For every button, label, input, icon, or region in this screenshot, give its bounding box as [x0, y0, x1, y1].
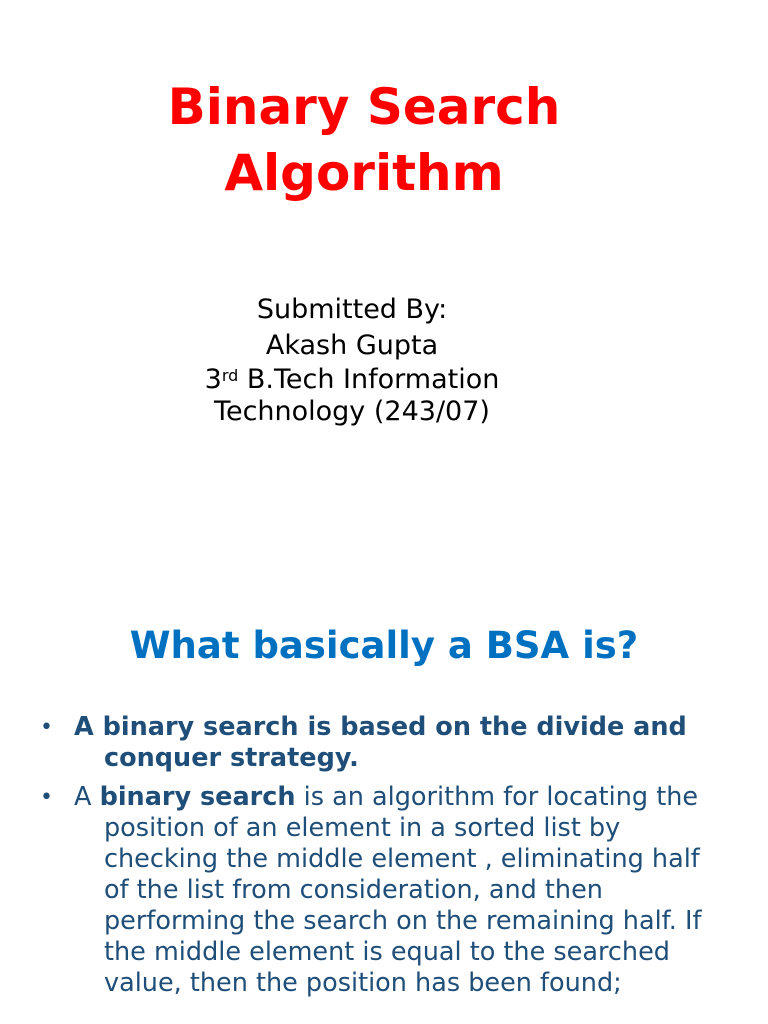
bullet-item-2: [40, 782, 730, 999]
subtitle-block: [0, 292, 704, 428]
course-text: B.Tech Information: [238, 364, 500, 395]
year-suffix: rd: [221, 366, 239, 385]
bullet-item-1: [40, 712, 730, 774]
submitted-by-label: Submitted By:: [256, 294, 448, 325]
bullet-dot-icon: •: [40, 715, 53, 740]
bullet-text: A binary search is based on the divide and conquer strategy.: [74, 712, 687, 773]
bullet-dot-icon: •: [40, 785, 53, 810]
course-line-1: [0, 364, 704, 396]
slide-heading: What basically a BSA is?: [129, 624, 639, 667]
course-line-2: Technology (243/07): [214, 396, 490, 427]
content-slide: [0, 576, 768, 1024]
slide-title: [0, 74, 728, 206]
title-line-2: Algorithm: [224, 144, 504, 202]
bullet-list: [40, 712, 730, 1007]
year-number: 3: [204, 364, 222, 395]
bullet-bold-term: binary search: [99, 782, 296, 812]
title-line-1: Binary Search: [167, 78, 561, 136]
bullet-rest: is an algorithm for locating the position of an element in a sorted list by checking the middle element , eliminating half of the list from consideration, and then performing the search on the remaining half. If the middle element is equal to the searched value, then the position has been found;: [104, 782, 702, 998]
author-name: Akash Gupta: [265, 330, 439, 361]
bullet-lead: A: [74, 782, 100, 812]
